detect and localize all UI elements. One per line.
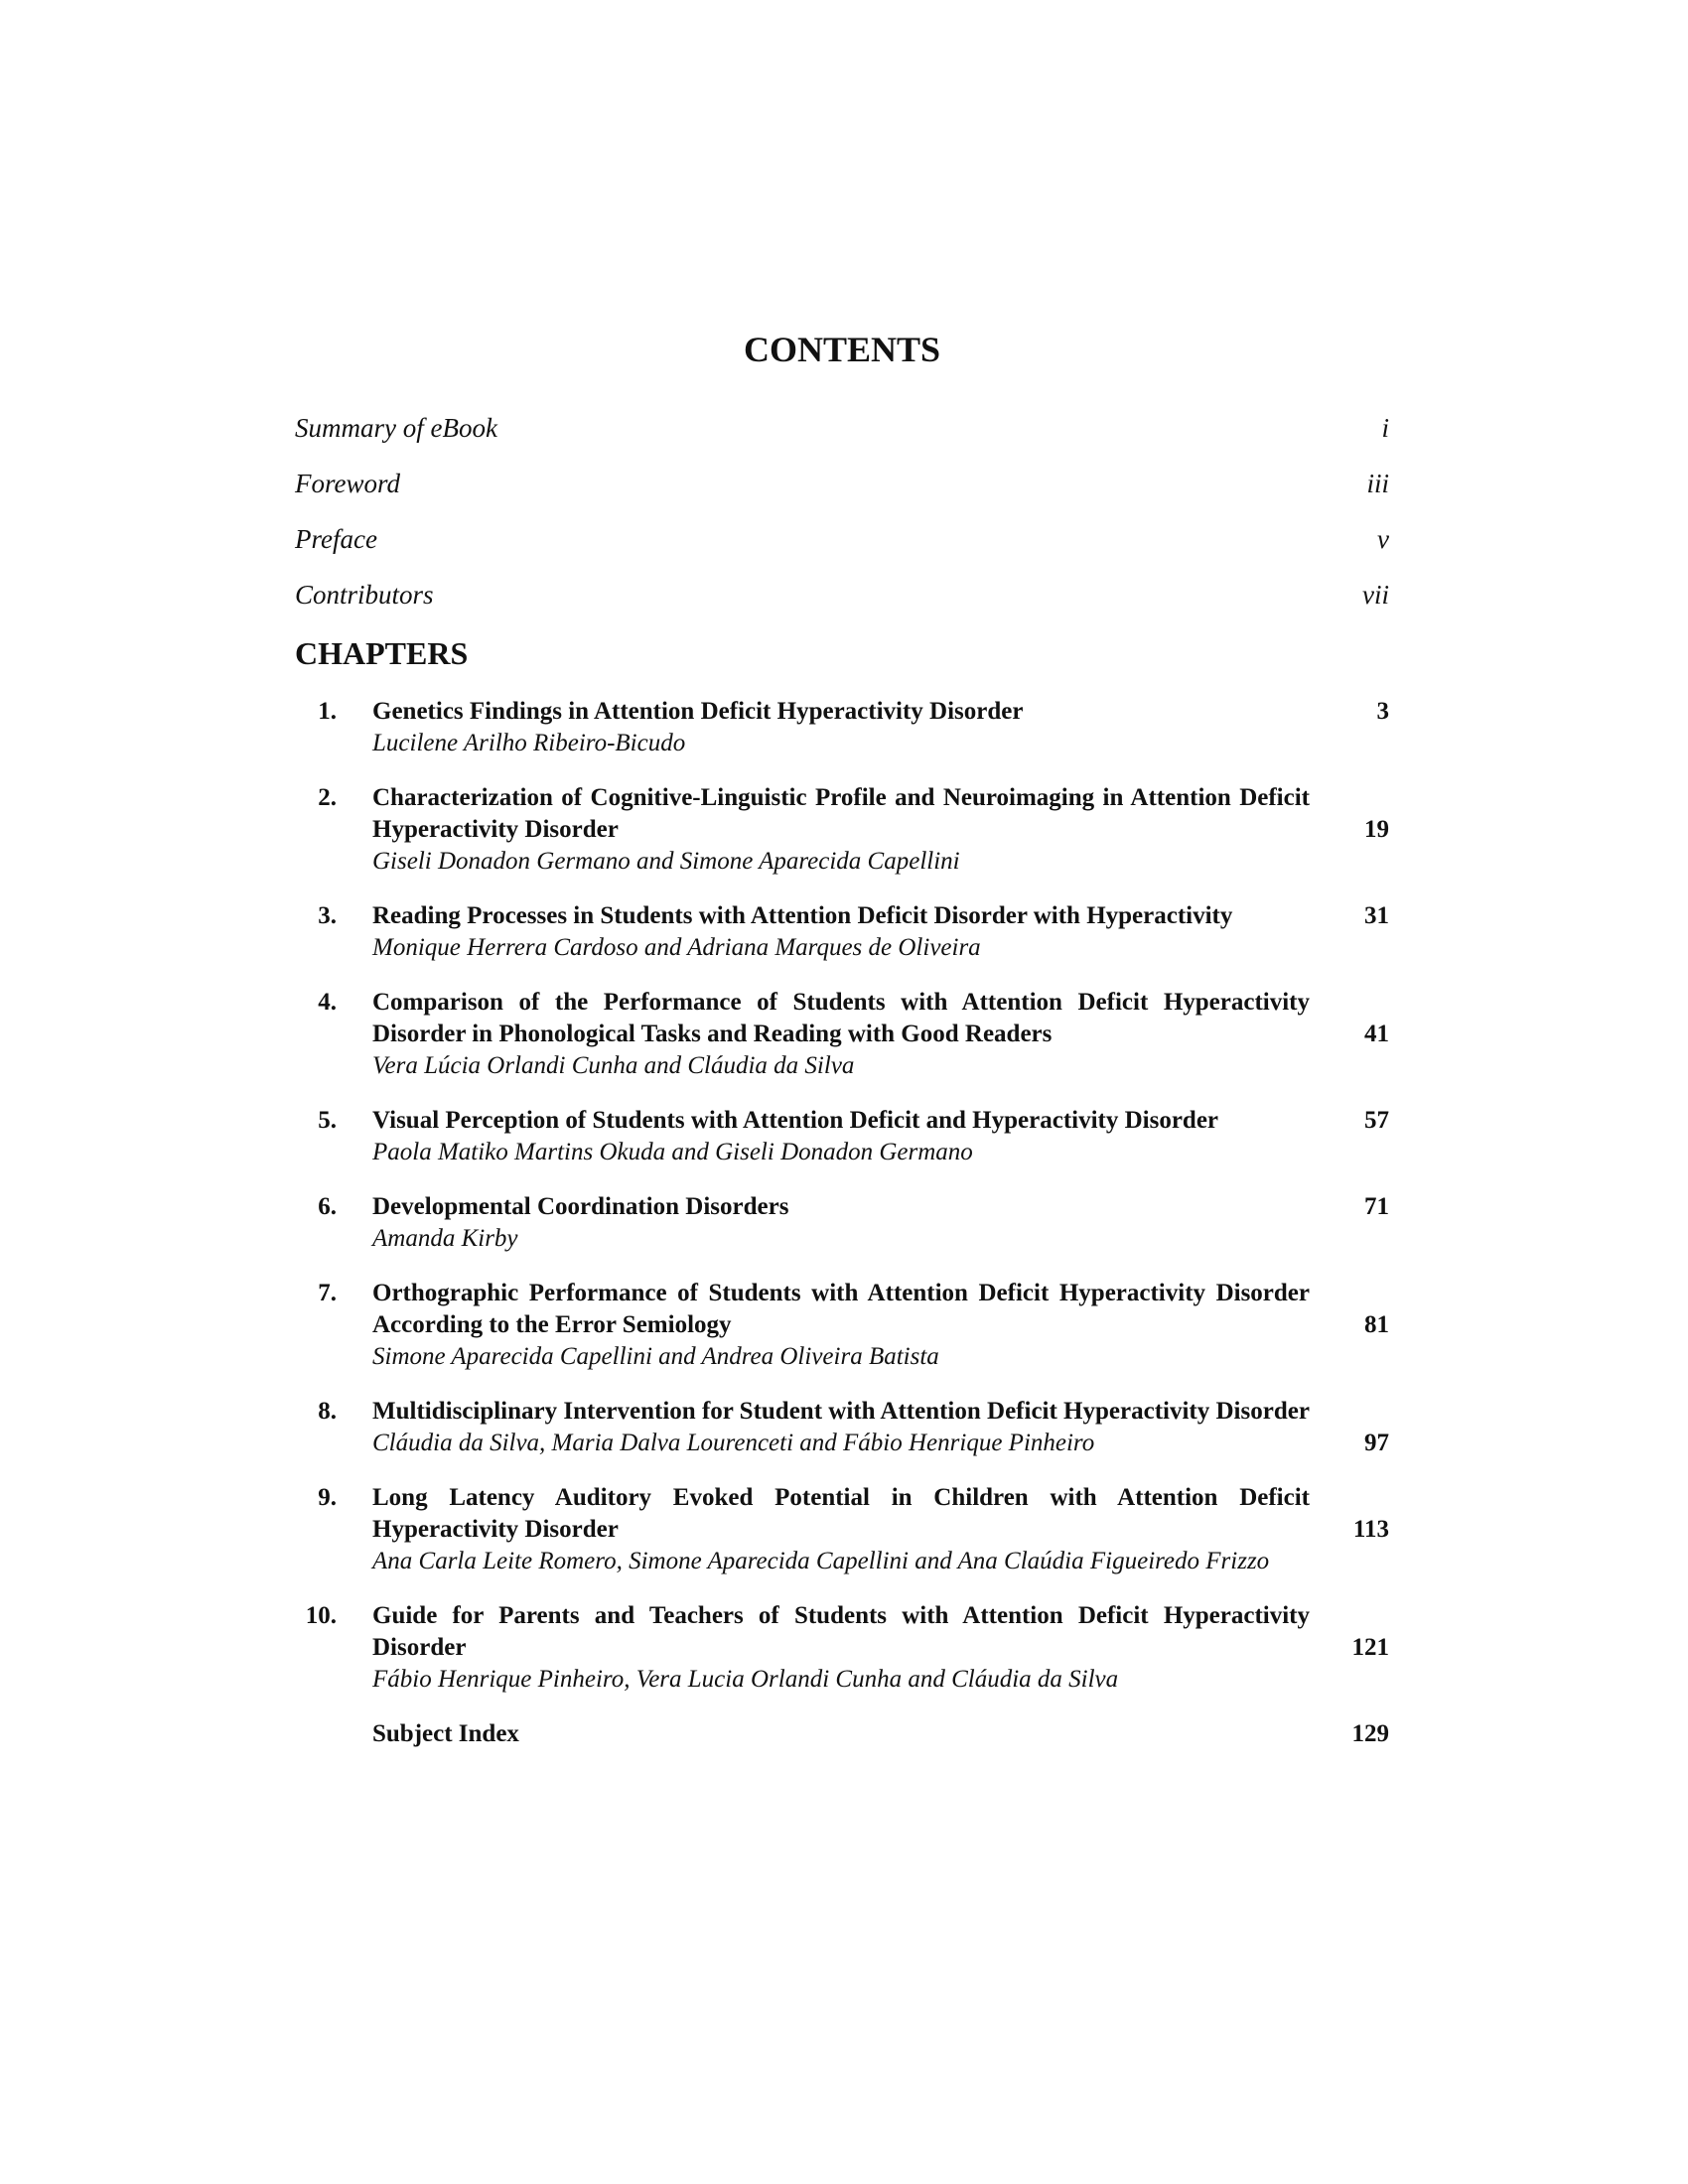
chapter-authors: Ana Carla Leite Romero, Simone Aparecida Capellini and Ana Claúdia Figueiredo Frizzo — [372, 1548, 1270, 1574]
front-matter-label: Summary of eBook — [295, 413, 497, 443]
chapter-authors: Fábio Henrique Pinheiro, Vera Lucia Orlandi Cunha and Cláudia da Silva — [372, 1666, 1119, 1693]
front-matter-entry[interactable] — [295, 412, 1389, 444]
front-matter-label: Foreword — [295, 469, 400, 498]
chapter-number: 7. — [318, 1280, 337, 1306]
chapter-entry[interactable] — [295, 1482, 1389, 1577]
chapter-entry[interactable] — [295, 1278, 1389, 1373]
chapter-entry[interactable] — [295, 987, 1389, 1082]
page-title: CONTENTS — [743, 330, 941, 369]
chapter-title: Long Latency Auditory Evoked Potential in Children with Attention Deficit Hyperactivity Disorder — [372, 1484, 1310, 1543]
front-matter-list — [295, 412, 1389, 611]
chapter-number: 2. — [318, 784, 337, 811]
chapter-title: Comparison of the Performance of Students with Attention Deficit Hyperactivity Disorder in Phonological Tasks and Reading with Good Readers — [372, 989, 1310, 1047]
subject-index-entry[interactable] — [295, 1718, 1389, 1750]
chapters-heading: CHAPTERS — [295, 635, 469, 671]
front-matter-entry[interactable] — [295, 468, 1389, 499]
chapter-authors: Amanda Kirby — [372, 1225, 518, 1252]
chapter-page: 81 — [1364, 1311, 1389, 1338]
chapter-list — [295, 696, 1389, 1696]
subject-index-label: Subject Index — [372, 1720, 519, 1747]
chapter-number: 9. — [318, 1484, 337, 1511]
front-matter-entry[interactable] — [295, 579, 1389, 611]
subject-index-page: 129 — [1351, 1720, 1389, 1747]
chapter-authors: Vera Lúcia Orlandi Cunha and Cláudia da Silva — [372, 1052, 855, 1079]
chapter-page: 97 — [1364, 1430, 1389, 1456]
chapter-authors: Simone Aparecida Capellini and Andrea Oliveira Batista — [372, 1343, 939, 1370]
front-matter-label: Preface — [295, 524, 377, 554]
chapter-title: Orthographic Performance of Students with Attention Deficit Hyperactivity Disorder According to the Error Semiology — [372, 1280, 1310, 1338]
chapter-entry[interactable] — [295, 1396, 1389, 1459]
front-matter-label: Contributors — [295, 580, 434, 610]
chapter-page: 41 — [1364, 1021, 1389, 1047]
chapter-page: 3 — [1376, 698, 1389, 725]
chapter-authors: Monique Herrera Cardoso and Adriana Marques de Oliveira — [372, 934, 981, 961]
chapter-title: Genetics Findings in Attention Deficit Hyperactivity Disorder — [372, 698, 1024, 725]
chapter-entry[interactable] — [295, 696, 1389, 759]
contents-page — [295, 328, 1389, 1750]
chapter-number: 6. — [318, 1193, 337, 1220]
chapter-page: 57 — [1364, 1107, 1389, 1134]
chapter-entry[interactable] — [295, 1191, 1389, 1255]
chapter-title: Developmental Coordination Disorders — [372, 1193, 789, 1220]
chapter-number: 1. — [318, 698, 337, 725]
chapter-page: 31 — [1364, 902, 1389, 929]
chapter-title: Reading Processes in Students with Attention Deficit Disorder with Hyperactivity — [372, 902, 1233, 929]
chapter-page: 113 — [1352, 1516, 1389, 1543]
chapter-authors: Paola Matiko Martins Okuda and Giseli Donadon Germano — [372, 1139, 973, 1165]
chapter-entry[interactable] — [295, 1600, 1389, 1696]
chapter-number: 3. — [318, 902, 337, 929]
chapter-page: 71 — [1364, 1193, 1389, 1220]
chapter-number: 5. — [318, 1107, 337, 1134]
front-matter-page: i — [1381, 413, 1389, 443]
front-matter-page: iii — [1366, 469, 1389, 498]
chapter-title: Multidisciplinary Intervention for Student with Attention Deficit Hyperactivity Disorder — [372, 1398, 1310, 1425]
front-matter-entry[interactable] — [295, 523, 1389, 555]
chapter-authors: Giseli Donadon Germano and Simone Aparecida Capellini — [372, 848, 960, 875]
chapter-title: Visual Perception of Students with Attention Deficit and Hyperactivity Disorder — [372, 1107, 1219, 1134]
chapter-authors: Cláudia da Silva, Maria Dalva Lourenceti and Fábio Henrique Pinheiro — [372, 1430, 1095, 1456]
front-matter-page: vii — [1362, 580, 1389, 610]
front-matter-page: v — [1377, 524, 1389, 554]
chapter-number: 4. — [318, 989, 337, 1016]
chapter-entry[interactable] — [295, 1105, 1389, 1168]
chapter-page: 19 — [1364, 816, 1389, 843]
chapter-number: 10. — [305, 1602, 337, 1629]
chapter-entry[interactable] — [295, 900, 1389, 964]
chapter-page: 121 — [1351, 1634, 1389, 1661]
chapter-title: Characterization of Cognitive-Linguistic Profile and Neuroimaging in Attention Deficit Hyperactivity Disorder — [372, 784, 1310, 843]
chapter-title: Guide for Parents and Teachers of Students with Attention Deficit Hyperactivity Disorder — [372, 1602, 1310, 1661]
chapter-number: 8. — [318, 1398, 337, 1425]
chapter-entry[interactable] — [295, 782, 1389, 878]
chapter-authors: Lucilene Arilho Ribeiro-Bicudo — [372, 730, 686, 756]
